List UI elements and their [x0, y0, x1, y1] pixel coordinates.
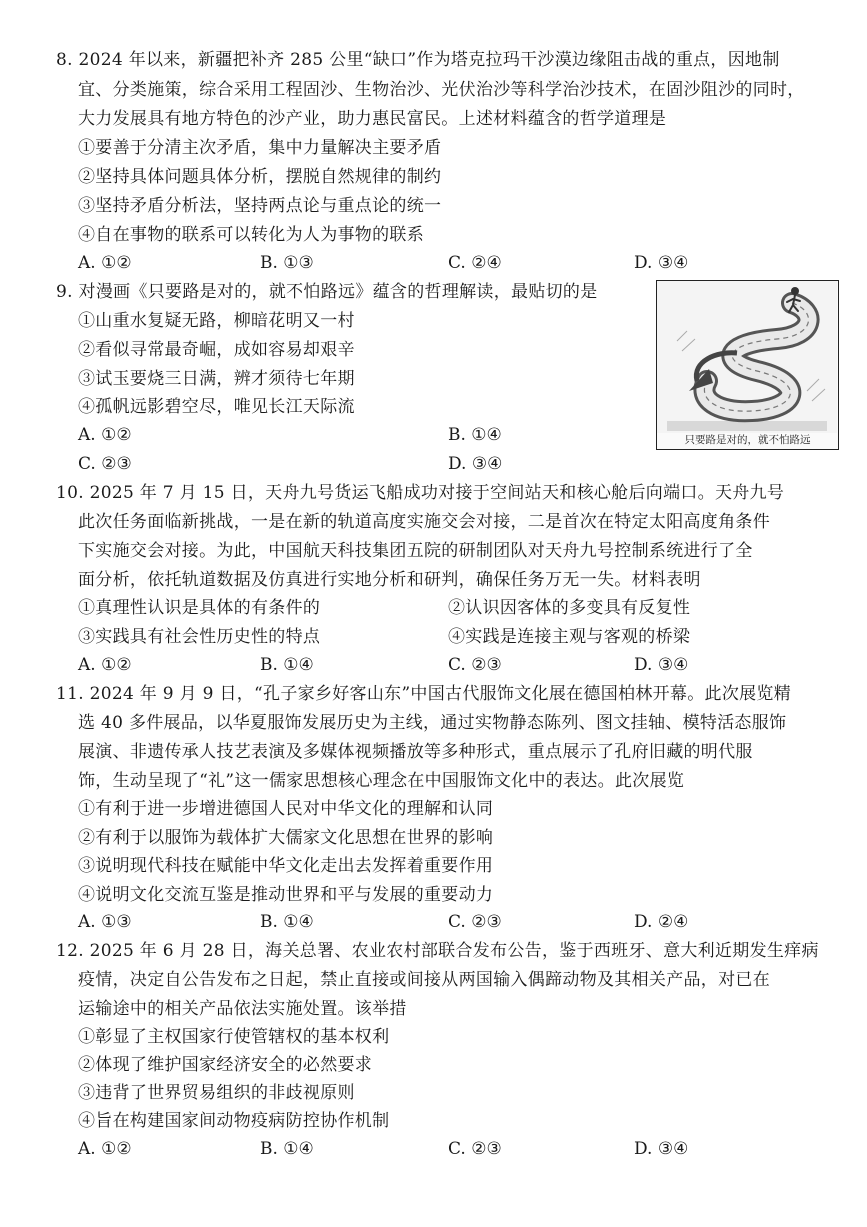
q9-cartoon-image [656, 280, 839, 450]
q10-option-b[interactable]: B. ①④ [260, 655, 314, 675]
q10-statement-3: ③实践具有社会性历史性的特点 [78, 627, 321, 647]
q9-option-d[interactable]: D. ③④ [448, 454, 503, 474]
q11-statement-3: ③说明现代科技在赋能中华文化走出去发挥着重要作用 [78, 856, 494, 876]
q8-stem-line-1: 8. 2024 年以来，新疆把补齐 285 公里“缺口”作为塔克拉玛干沙漠边缘阻击战的重点，因地制 [56, 50, 780, 70]
q12-option-c[interactable]: C. ②③ [448, 1139, 502, 1159]
q12-stem-line-3: 运输途中的相关产品依法实施处置。该举措 [78, 999, 407, 1019]
q9-option-c[interactable]: C. ②③ [78, 454, 132, 474]
q10-statement-1: ①真理性认识是具体的有条件的 [78, 598, 321, 618]
cartoon-caption: 只要路是对的，就不怕路远 [684, 434, 811, 446]
q12-stem-line-2: 疫情，决定自公告发布之日起，禁止直接或间接从两国输入偶蹄动物及其相关产品，对已在 [78, 970, 770, 990]
q10-stem-line-3: 下实施交会对接。为此，中国航天科技集团五院的研制团队对天舟九号控制系统进行了全 [78, 541, 753, 561]
q9-statement-3: ③试玉要烧三日满，辨才须待七年期 [78, 369, 355, 389]
winding-road-drawing [657, 281, 837, 433]
q11-stem-line-3: 展演、非遗传承人技艺表演及多媒体视频播放等多种形式，重点展示了孔府旧藏的明代服 [78, 742, 753, 762]
q8-statement-4: ④自在事物的联系可以转化为人为事物的联系 [78, 225, 424, 245]
q8-statement-3: ③坚持矛盾分析法，坚持两点论与重点论的统一 [78, 196, 442, 216]
q9-statement-1: ①山重水复疑无路，柳暗花明又一村 [78, 311, 355, 331]
q10-statement-2: ②认识因客体的多变具有反复性 [448, 598, 691, 618]
q8-option-a[interactable]: A. ①② [78, 253, 132, 273]
q11-statement-1: ①有利于进一步增进德国人民对中华文化的理解和认同 [78, 799, 494, 819]
q12-statement-2: ②体现了维护国家经济安全的必然要求 [78, 1055, 373, 1075]
q8-option-d[interactable]: D. ③④ [634, 253, 689, 273]
q10-option-a[interactable]: A. ①② [78, 655, 132, 675]
q12-option-a[interactable]: A. ①② [78, 1139, 132, 1159]
q9-stem-line-1: 9. 对漫画《只要路是对的，就不怕路远》蕴含的哲理解读，最贴切的是 [56, 282, 598, 302]
q11-stem-line-2: 选 40 多件展品，以华夏服饰发展历史为主线，通过实物静态陈列、图文挂轴、模特活态服饰 [78, 713, 787, 733]
q8-option-b[interactable]: B. ①③ [260, 253, 314, 273]
q8-stem-line-3: 大力发展具有地方特色的沙产业，助力惠民富民。上述材料蕴含的哲学道理是 [78, 109, 667, 129]
q11-option-a[interactable]: A. ①③ [78, 912, 132, 932]
q11-option-d[interactable]: D. ②④ [634, 912, 689, 932]
q9-option-b[interactable]: B. ①④ [448, 425, 502, 445]
q12-statement-1: ①彰显了主权国家行使管辖权的基本权利 [78, 1027, 390, 1047]
q12-option-d[interactable]: D. ③④ [634, 1139, 689, 1159]
q8-statement-1: ①要善于分清主次矛盾，集中力量解决主要矛盾 [78, 138, 442, 158]
q12-stem-line-1: 12. 2025 年 6 月 28 日，海关总署、农业农村部联合发布公告，鉴于西班牙、意大利近期发生痒病 [56, 941, 819, 961]
q10-option-d[interactable]: D. ③④ [634, 655, 689, 675]
q12-statement-3: ③违背了世界贸易组织的非歧视原则 [78, 1083, 355, 1103]
q12-statement-4: ④旨在构建国家间动物疫病防控协作机制 [78, 1111, 390, 1131]
q10-statement-4: ④实践是连接主观与客观的桥梁 [448, 627, 691, 647]
q8-statement-2: ②坚持具体问题具体分析，摆脱自然规律的制约 [78, 167, 442, 187]
q11-option-b[interactable]: B. ①④ [260, 912, 314, 932]
q9-option-a[interactable]: A. ①② [78, 425, 132, 445]
q8-option-c[interactable]: C. ②④ [448, 253, 502, 273]
q12-option-b[interactable]: B. ①④ [260, 1139, 314, 1159]
q9-statement-2: ②看似寻常最奇崛，成如容易却艰辛 [78, 340, 355, 360]
q11-stem-line-4: 饰，生动呈现了“礼”这一儒家思想核心理念在中国服饰文化中的表达。此次展览 [78, 771, 685, 791]
q11-statement-2: ②有利于以服饰为载体扩大儒家文化思想在世界的影响 [78, 828, 494, 848]
q10-stem-line-1: 10. 2025 年 7 月 15 日，天舟九号货运飞船成功对接于空间站天和核心舱后向端口。天舟九号 [56, 483, 785, 503]
q10-stem-line-4: 面分析，依托轨道数据及仿真进行实地分析和研判，确保任务万无一失。材料表明 [78, 570, 701, 590]
q8-stem-line-2: 宜、分类施策，综合采用工程固沙、生物治沙、光伏治沙等科学治沙技术，在固沙阻沙的同时， [78, 80, 805, 100]
q11-option-c[interactable]: C. ②③ [448, 912, 502, 932]
q9-statement-4: ④孤帆远影碧空尽，唯见长江天际流 [78, 397, 355, 417]
q10-stem-line-2: 此次任务面临新挑战，一是在新的轨道高度实施交会对接，二是首次在特定太阳高度角条件 [78, 512, 770, 532]
q11-statement-4: ④说明文化交流互鉴是推动世界和平与发展的重要动力 [78, 885, 494, 905]
q11-stem-line-1: 11. 2024 年 9 月 9 日，“孔子家乡好客山东”中国古代服饰文化展在德国柏林开幕。此次展览精 [56, 684, 792, 704]
q10-option-c[interactable]: C. ②③ [448, 655, 502, 675]
